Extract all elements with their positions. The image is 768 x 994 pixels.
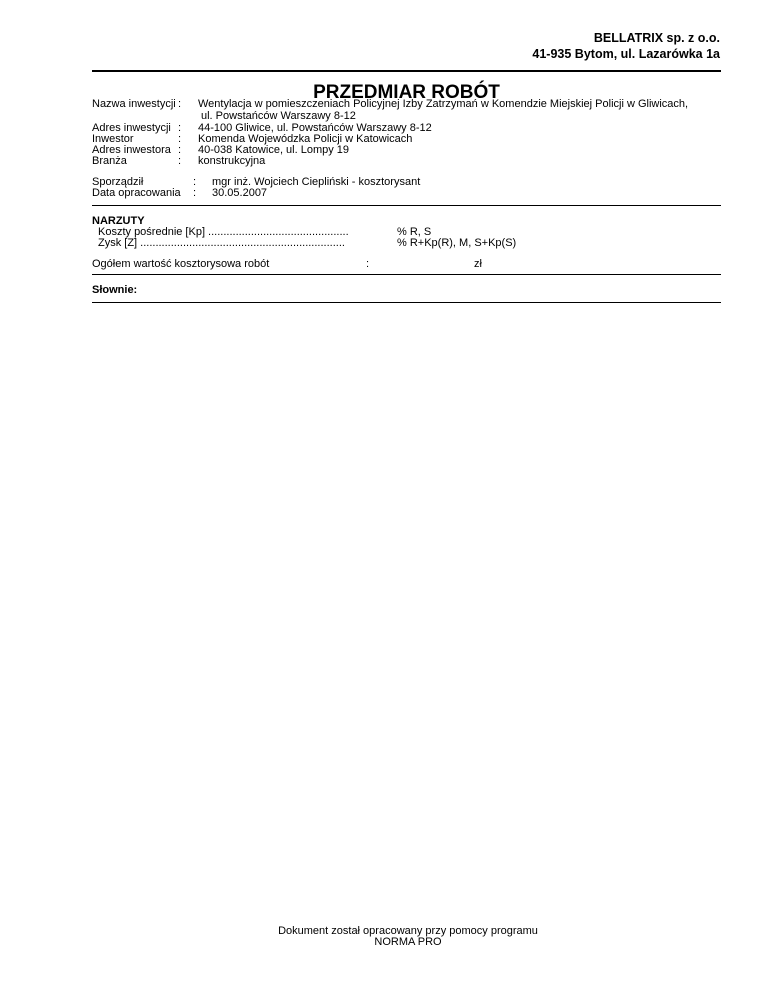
indirect-costs-basis: % R, S [397,226,432,238]
branch-value: konstrukcyjna [198,155,266,167]
total-value-label: Ogółem wartość kosztorysowa robót [92,258,270,270]
colon: : [178,133,182,145]
investment-address-value: 44-100 Gliwice, ul. Powstańców Warszawy 8-12 [198,122,432,134]
markups-heading: NARZUTY [92,215,145,227]
colon: : [178,144,182,156]
in-words-label: Słownie: [92,284,138,296]
colon: : [178,98,182,110]
investment-name-value: Wentylacja w pomieszczeniach Policyjnej Izby Zatrzymań w Komendzie Miejskiej Policji w Gliwicach, [198,98,689,110]
company-name: BELLATRIX sp. z o.o. [593,31,720,45]
investment-name-label: Nazwa inwestycji [92,98,176,110]
profit-basis: % R+Kp(R), M, S+Kp(S) [397,237,517,249]
total-currency: zł [474,258,482,270]
section-divider [92,205,721,206]
prepared-by-value: mgr inż. Wojciech Ciepliński - kosztorysant [212,176,421,188]
colon: : [178,122,182,134]
colon: : [178,155,182,167]
total-colon: : [366,258,370,270]
colon: : [193,176,197,188]
header-divider [92,70,721,72]
indirect-costs-label: Koszty pośrednie [Kp] .............................................. [98,226,349,238]
profit-label: Zysk [Z] ................................................................... [98,237,345,249]
section-divider [92,302,721,303]
branch-label: Branża [92,155,127,167]
date-value: 30.05.2007 [212,187,268,199]
footer-line-1: Dokument został opracowany przy pomocy programu [278,925,538,937]
investor-address-label: Adres inwestora [92,144,171,156]
colon: : [193,187,197,199]
footer-line-2: NORMA PRO [374,936,442,948]
investor-address-value: 40-038 Katowice, ul. Lompy 19 [198,144,350,156]
date-label: Data opracowania [92,187,181,199]
section-divider [92,274,721,275]
investor-value: Komenda Wojewódzka Policji w Katowicach [198,133,413,145]
page-title: PRZEDMIAR ROBÓT [313,82,500,103]
investment-name-value-line2: ul. Powstańców Warszawy 8-12 [201,110,356,122]
prepared-by-label: Sporządził [92,176,144,188]
investment-address-label: Adres inwestycji [92,122,171,134]
investor-label: Inwestor [92,133,134,145]
company-address: 41-935 Bytom, ul. Lazarówka 1a [532,47,720,61]
